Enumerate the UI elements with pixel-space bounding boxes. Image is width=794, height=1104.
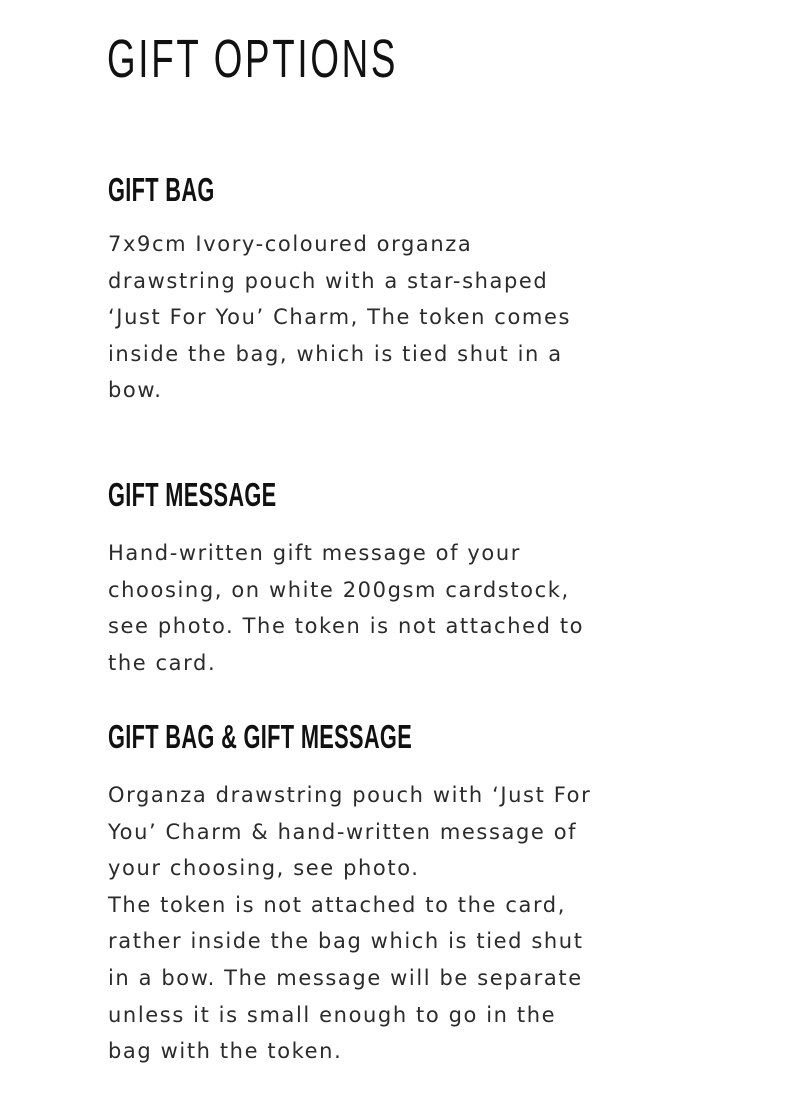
gift-bag-heading: GIFT BAG bbox=[108, 171, 215, 208]
gift-bag-line: ‘Just For You’ Charm, The token comes bbox=[108, 305, 572, 330]
gift-bag-and-message-line: bag with the token. bbox=[108, 1039, 343, 1064]
gift-message-line: see photo. The token is not attached to bbox=[108, 614, 585, 639]
page-title: GIFT OPTIONS bbox=[107, 29, 399, 89]
gift-bag-and-message-line: The token is not attached to the card, bbox=[108, 892, 567, 917]
gift-bag-and-message-line: rather inside the bag which is tied shut bbox=[108, 929, 584, 954]
gift-bag-line: drawstring pouch with a star-shaped bbox=[108, 268, 549, 293]
gift-bag-line: inside the bag, which is tied shut in a bbox=[108, 341, 563, 366]
gift-bag-and-message-heading: GIFT BAG & GIFT MESSAGE bbox=[108, 718, 413, 755]
gift-message-heading: GIFT MESSAGE bbox=[108, 476, 277, 513]
gift-bag-description bbox=[108, 226, 668, 409]
gift-bag-line: bow. bbox=[108, 378, 163, 403]
gift-bag-and-message-line: You’ Charm & hand-written message of bbox=[108, 819, 578, 844]
gift-bag-and-message-line: unless it is small enough to go in the bbox=[108, 1002, 557, 1027]
gift-bag-and-message-line: in a bow. The message will be separate bbox=[108, 965, 583, 990]
gift-bag-and-message-line: Organza drawstring pouch with ‘Just For bbox=[108, 783, 592, 807]
gift-message-line: choosing, on white 200gsm cardstock, bbox=[108, 577, 570, 602]
gift-message-description bbox=[108, 535, 668, 681]
gift-bag-and-message-description bbox=[108, 777, 668, 1070]
gift-bag-line: 7x9cm Ivory-coloured organza bbox=[108, 232, 473, 256]
gift-bag-and-message-line: your choosing, see photo. bbox=[108, 856, 420, 881]
gift-message-line: the card. bbox=[108, 650, 217, 675]
gift-message-line: Hand-written gift message of your bbox=[108, 541, 521, 565]
